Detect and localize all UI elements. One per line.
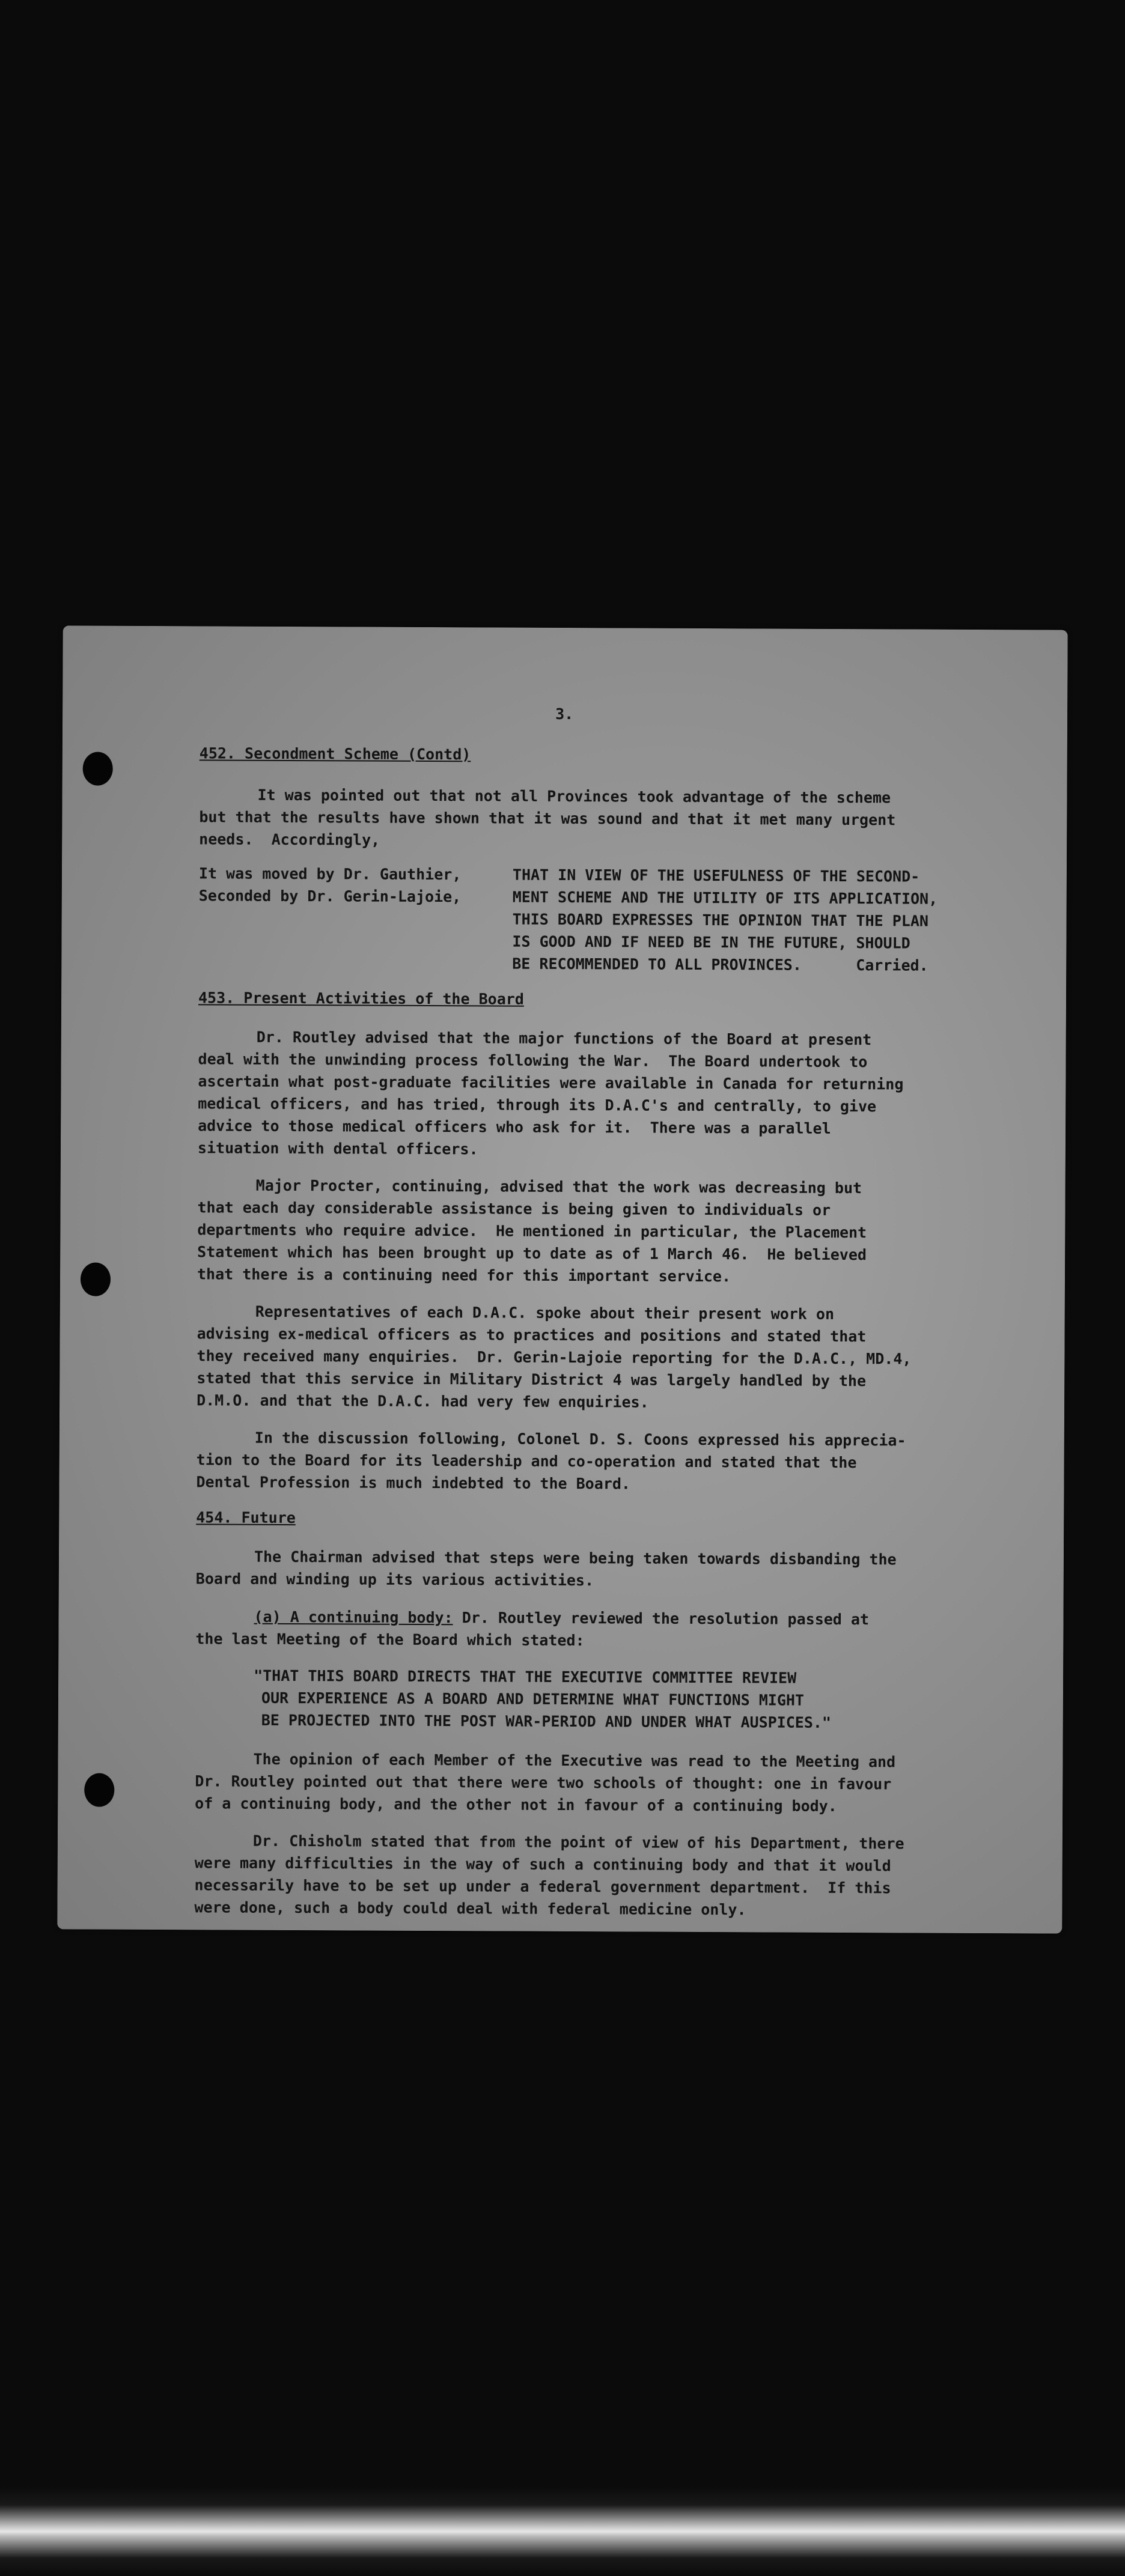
paragraph-line: Dental Profession is much indebted to the Board. xyxy=(196,1473,631,1493)
motion-line: Seconded by Dr. Gerin-Lajoie, xyxy=(198,887,462,906)
subsection-a-text: Dr. Routley reviewed the resolution passed at xyxy=(453,1609,870,1629)
paragraph-line: Dr. Chisholm stated that from the point of view of his Department, there xyxy=(252,1832,904,1853)
paragraph-line: of a continuing body, and the other not in favour of a continuing body. xyxy=(195,1794,837,1815)
quote-line: OUR EXPERIENCE AS A BOARD AND DETERMINE WHAT FUNCTIONS MIGHT xyxy=(261,1689,805,1709)
paragraph-line: needs. Accordingly, xyxy=(199,830,380,849)
paragraph-line: Representatives of each D.A.C. spoke about their present work on xyxy=(255,1302,835,1323)
paragraph-line: Statement which has been brought up to date as of 1 March 46. He believed xyxy=(197,1243,867,1264)
paragraph-line: were done, such a body could deal with federal medicine only. xyxy=(194,1898,746,1919)
film-edge xyxy=(0,2487,1125,2576)
paragraph-line: Board and winding up its various activities. xyxy=(195,1570,594,1590)
page-number: 3. xyxy=(555,705,574,723)
paragraph-line: medical officers, and has tried, through its D.A.C's and centrally, to give xyxy=(198,1095,877,1116)
paragraph-line: that each day considerable assistance is being given to individuals or xyxy=(197,1198,831,1219)
quote-line: BE PROJECTED INTO THE POST WAR-PERIOD AND UNDER WHAT AUSPICES." xyxy=(261,1711,832,1731)
paragraph-line: situation with dental officers. xyxy=(197,1139,478,1158)
resolution-line: BE RECOMMENDED TO ALL PROVINCES. Carried. xyxy=(512,955,928,974)
resolution-line: IS GOOD AND IF NEED BE IN THE FUTURE, SHOULD xyxy=(512,932,910,952)
punch-hole xyxy=(81,1263,111,1296)
paragraph-line: It was pointed out that not all Provinces took advantage of the scheme xyxy=(257,786,891,807)
subsection-a-line xyxy=(254,1606,869,1630)
paragraph-line: tion to the Board for its leadership and co-operation and stated that the xyxy=(196,1451,857,1472)
paragraph-line: that there is a continuing need for this important service. xyxy=(197,1265,731,1286)
paragraph-line: stated that this service in Military District 4 was largely handled by the xyxy=(197,1369,867,1390)
paragraph-line: Dr. Routley advised that the major functions of the Board at present xyxy=(256,1028,872,1049)
resolution-line: THAT IN VIEW OF THE USEFULNESS OF THE SECOND- xyxy=(512,866,920,886)
punch-hole xyxy=(83,752,113,786)
section-heading-454: 454. Future xyxy=(196,1508,296,1527)
document-page xyxy=(57,625,1067,1933)
paragraph-line: but that the results have shown that it was sound and that it met many urgent xyxy=(199,808,896,829)
paragraph-line: The opinion of each Member of the Executive was read to the Meeting and xyxy=(253,1750,896,1771)
subsection-a-label: (a) A continuing body: xyxy=(254,1608,453,1627)
paragraph-line: advice to those medical officers who ask for it. There was a parallel xyxy=(198,1117,831,1137)
paragraph-line: departments who require advice. He mentioned in particular, the Placement xyxy=(197,1221,867,1242)
resolution-line: THIS BOARD EXPRESSES THE OPINION THAT THE PLAN xyxy=(512,910,929,930)
paragraph-line: necessarily have to be set up under a federal government department. If this xyxy=(194,1876,891,1897)
motion-line: It was moved by Dr. Gauthier, xyxy=(198,864,462,884)
paragraph-line: ascertain what post-graduate facilities were available in Canada for returning xyxy=(198,1072,904,1093)
paragraph-line: the last Meeting of the Board which stated: xyxy=(195,1630,585,1650)
paragraph-line: Dr. Routley pointed out that there were two schools of thought: one in favour xyxy=(195,1772,892,1793)
section-heading-452: 452. Secondment Scheme (Contd) xyxy=(199,744,471,764)
paragraph-line: Major Procter, continuing, advised that the work was decreasing but xyxy=(255,1176,862,1197)
paragraph-line: were many difficulties in the way of such a continuing body and that it would xyxy=(194,1854,891,1875)
paragraph-line: D.M.O. and that the D.A.C. had very few enquiries. xyxy=(197,1391,649,1411)
section-heading-453: 453. Present Activities of the Board xyxy=(198,989,524,1008)
resolution-line: MENT SCHEME AND THE UTILITY OF ITS APPLICATION, xyxy=(512,888,938,908)
paragraph-line: The Chairman advised that steps were being taken towards disbanding the xyxy=(254,1548,897,1569)
punch-hole xyxy=(84,1773,114,1807)
quote-line: "THAT THIS BOARD DIRECTS THAT THE EXECUTIVE COMMITTEE REVIEW xyxy=(254,1666,797,1687)
paragraph-line: they received many enquiries. Dr. Gerin-Lajoie reporting for the D.A.C., MD.4, xyxy=(197,1347,912,1368)
paragraph-line: deal with the unwinding process following the War. The Board undertook to xyxy=(198,1050,868,1071)
paragraph-line: advising ex-medical officers as to practices and positions and stated that xyxy=(197,1325,867,1346)
paragraph-line: In the discussion following, Colonel D. S. Coons expressed his apprecia- xyxy=(254,1429,906,1450)
